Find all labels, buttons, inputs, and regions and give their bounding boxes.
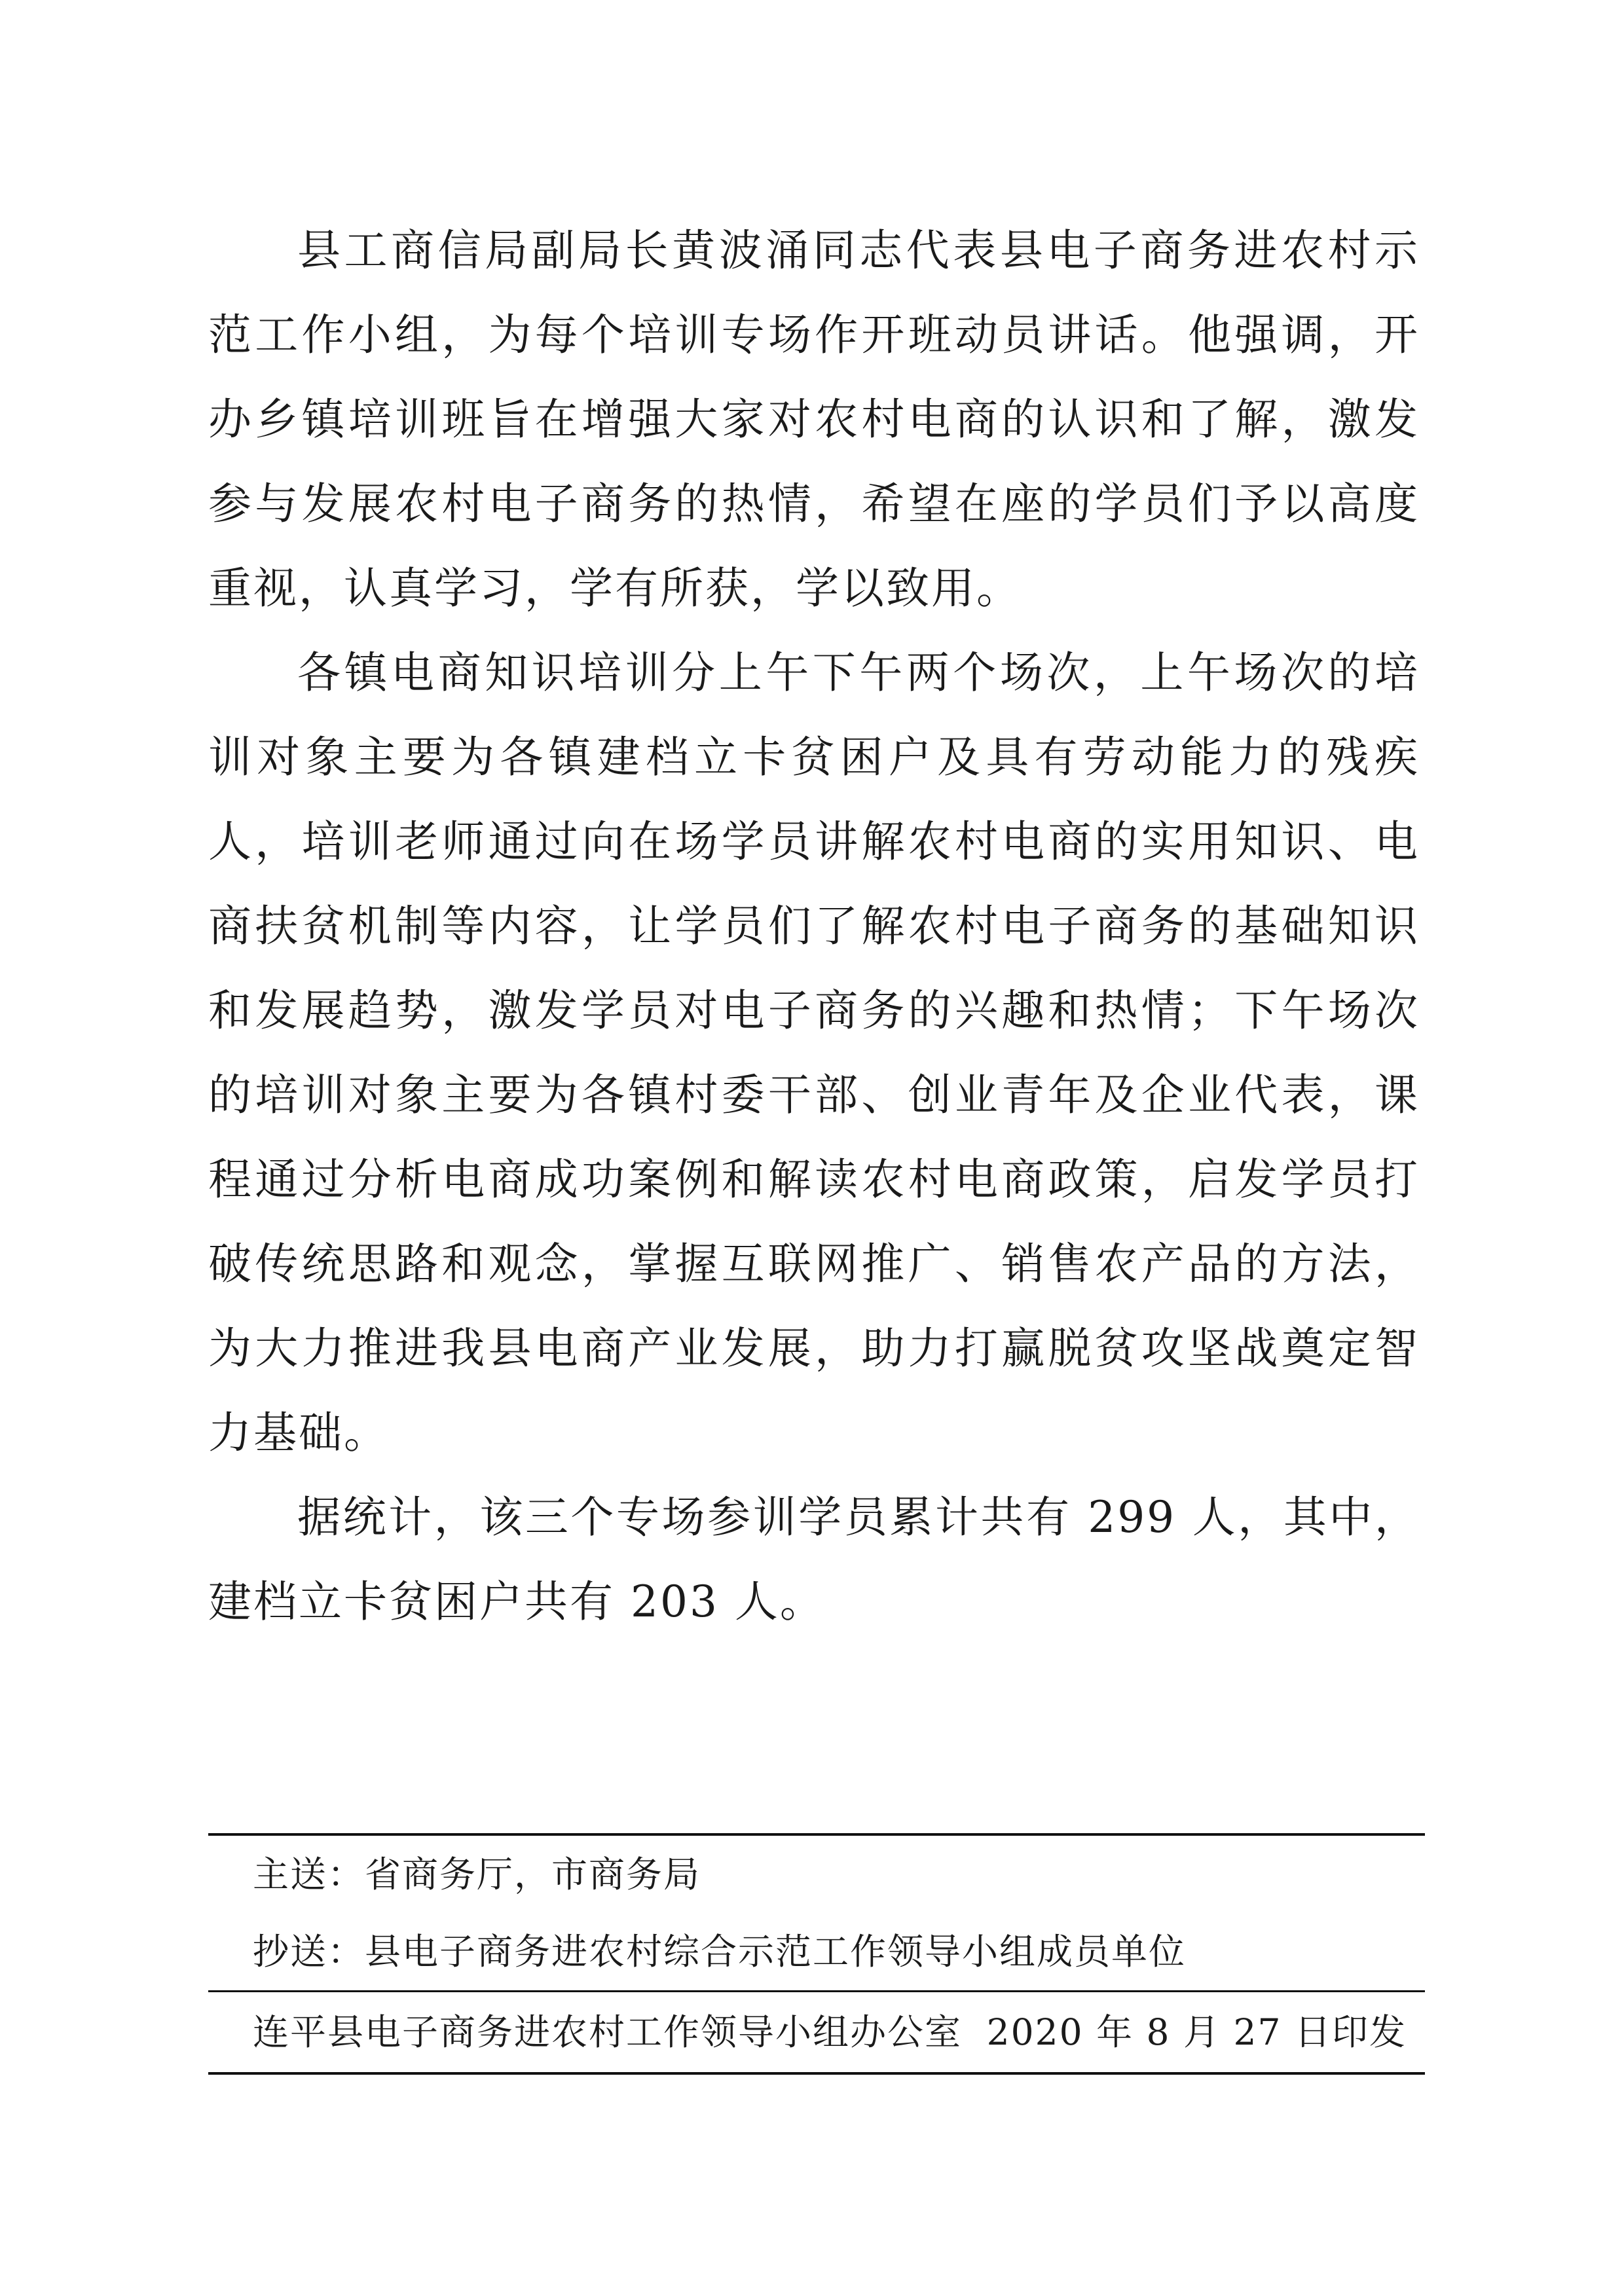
paragraph-opening-speech: 县工商信局副局长黄波涌同志代表县电子商务进农村示范工作小组，为每个培训专场作开班动员讲话。他强调，开办乡镇培训班旨在增强大家对农村电商的认识和了解，激发参与发展农村电子商务的热情，希望在座的学员们予以高度重视，认真学习，学有所获，学以致用。 — [208, 225, 1420, 613]
document-body — [208, 208, 1420, 1644]
footer-bottom-rule — [208, 2072, 1425, 2075]
paragraph-statistics: 据统计，该三个专场参训学员累计共有 299 人，其中，建档立卡贫困户共有 203 人。 — [208, 1492, 1420, 1627]
cc-line: 抄送：县电子商务进农村综合示范工作领导小组成员单位 — [253, 1931, 1187, 1973]
issue-date: 2020 年 8 月 27 日印发 — [986, 2011, 1407, 2053]
issuing-office: 连平县电子商务进农村工作领导小组办公室 — [253, 2011, 963, 2053]
distribution-footer — [208, 1833, 1425, 2075]
paragraph-training-sessions: 各镇电商知识培训分上午下午两个场次，上午场次的培训对象主要为各镇建档立卡贫困户及具有劳动能力的残疾人，培训老师通过向在场学员讲解农村电商的实用知识、电商扶贫机制等内容，让学员们了解农村电子商务的基础知识和发展趋势，激发学员对电子商务的兴趣和热情；下午场次的培训对象主要为各镇村委干部、创业青年及企业代表，课程通过分析电商成功案例和解读农村电商政策，启发学员打破传统思路和观念，掌握互联网推广、销售农产品的方法，为大力推进我县电商产业发展，助力打赢脱贫攻坚战奠定智力基础。 — [208, 647, 1420, 1458]
recipients-line: 主送：省商务厅，市商务局 — [253, 1853, 701, 1895]
issuer-line — [208, 1992, 1425, 2072]
